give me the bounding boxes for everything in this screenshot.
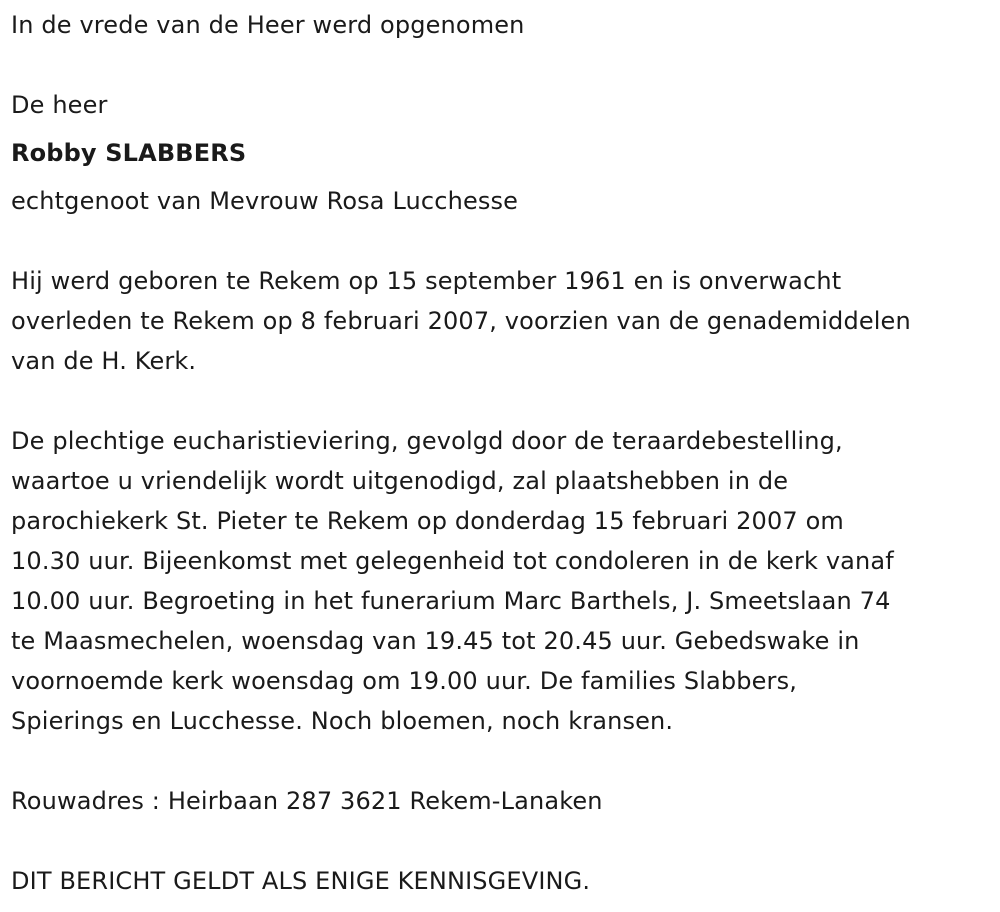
paragraph-line: parochiekerk St. Pieter te Rekem op donderdag 15 februari 2007 om	[11, 507, 844, 535]
paragraph-line: te Maasmechelen, woensdag van 19.45 tot 20.45 uur. Gebedswake in	[11, 627, 860, 655]
closing-statement: DIT BERICHT GELDT ALS ENIGE KENNISGEVING.	[11, 867, 591, 895]
spouse-text: echtgenoot van Mevrouw Rosa Lucchesse	[11, 187, 519, 215]
paragraph-line: 10.30 uur. Bijeenkomst met gelegenheid tot condoleren in de kerk vanaf	[11, 547, 894, 575]
birth-death-paragraph	[11, 261, 911, 381]
salutation: De heer	[11, 91, 108, 119]
paragraph-line: Hij werd geboren te Rekem op 15 september 1961 en is onverwacht	[11, 267, 842, 295]
paragraph-line: 10.00 uur. Begroeting in het funerarium Marc Barthels, J. Smeetslaan 74	[11, 587, 891, 615]
ceremony-paragraph	[11, 421, 894, 741]
paragraph-line: voornoemde kerk woensdag om 19.00 uur. De families Slabbers,	[11, 667, 798, 695]
mourning-address: Rouwadres : Heirbaan 287 3621 Rekem-Lanaken	[11, 787, 603, 815]
paragraph-line: De plechtige eucharistieviering, gevolgd door de teraardebestelling,	[11, 427, 843, 455]
intro-text: In de vrede van de Heer werd opgenomen	[11, 11, 525, 39]
paragraph-line: waartoe u vriendelijk wordt uitgenodigd, zal plaatshebben in de	[11, 467, 789, 495]
paragraph-line: overleden te Rekem op 8 februari 2007, voorzien van de genademiddelen	[11, 307, 911, 335]
paragraph-line: Spierings en Lucchesse. Noch bloemen, noch kransen.	[11, 707, 674, 735]
paragraph-line: van de H. Kerk.	[11, 347, 197, 375]
deceased-name: Robby SLABBERS	[11, 139, 247, 167]
